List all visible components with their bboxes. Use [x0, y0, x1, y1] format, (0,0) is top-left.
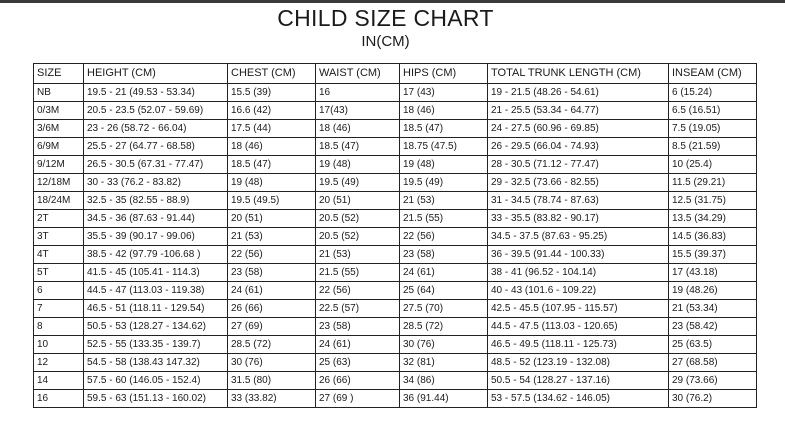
waist-cell: 19 (48)	[316, 156, 400, 174]
hips-cell: 21.5 (55)	[400, 210, 488, 228]
inseam-cell: 23 (58.42)	[669, 318, 757, 336]
chest-cell: 30 (76)	[228, 354, 316, 372]
trunk-length-cell: 50.5 - 54 (128.27 - 137.16)	[488, 372, 669, 390]
trunk-length-cell: 26 - 29.5 (66.04 - 74.93)	[488, 138, 669, 156]
table-header-row	[34, 64, 757, 84]
size-cell: 5T	[34, 264, 84, 282]
hips-cell: 27.5 (70)	[400, 300, 488, 318]
inseam-cell: 27 (68.58)	[669, 354, 757, 372]
waist-cell: 24 (61)	[316, 336, 400, 354]
hips-cell: 30 (76)	[400, 336, 488, 354]
chest-cell: 24 (61)	[228, 282, 316, 300]
inseam-cell: 19 (48.26)	[669, 282, 757, 300]
chest-cell: 18 (46)	[228, 138, 316, 156]
height-cell: 46.5 - 51 (118.11 - 129.54)	[84, 300, 228, 318]
inseam-cell: 11.5 (29.21)	[669, 174, 757, 192]
inseam-cell: 6.5 (16.51)	[669, 102, 757, 120]
table-row	[34, 120, 757, 138]
waist-cell: 26 (66)	[316, 372, 400, 390]
waist-cell: 20.5 (52)	[316, 228, 400, 246]
page-subtitle: IN(CM)	[361, 33, 410, 50]
header-hips: HIPS (CM)	[400, 64, 488, 84]
hips-cell: 21 (53)	[400, 192, 488, 210]
waist-cell: 20 (51)	[316, 192, 400, 210]
waist-cell: 25 (63)	[316, 354, 400, 372]
height-cell: 32.5 - 35 (82.55 - 88.9)	[84, 192, 228, 210]
height-cell: 20.5 - 23.5 (52.07 - 59.69)	[84, 102, 228, 120]
top-border-bar	[0, 0, 785, 3]
height-cell: 35.5 - 39 (90.17 - 99.06)	[84, 228, 228, 246]
table-row	[34, 210, 757, 228]
hips-cell: 18 (46)	[400, 102, 488, 120]
inseam-cell: 25 (63.5)	[669, 336, 757, 354]
size-cell: 4T	[34, 246, 84, 264]
height-cell: 59.5 - 63 (151.13 - 160.02)	[84, 390, 228, 408]
height-cell: 34.5 - 36 (87.63 - 91.44)	[84, 210, 228, 228]
size-cell: 9/12M	[34, 156, 84, 174]
size-cell: 3T	[34, 228, 84, 246]
table-row	[34, 138, 757, 156]
size-cell: 2T	[34, 210, 84, 228]
inseam-cell: 21 (53.34)	[669, 300, 757, 318]
height-cell: 57.5 - 60 (146.05 - 152.4)	[84, 372, 228, 390]
height-cell: 52.5 - 55 (133.35 - 139.7)	[84, 336, 228, 354]
height-cell: 38.5 - 42 (97.79 -106.68 )	[84, 246, 228, 264]
trunk-length-cell: 38 - 41 (96.52 - 104.14)	[488, 264, 669, 282]
table-row	[34, 192, 757, 210]
waist-cell: 23 (58)	[316, 318, 400, 336]
size-cell: 16	[34, 390, 84, 408]
page-title: CHILD SIZE CHART	[277, 5, 494, 31]
height-cell: 26.5 - 30.5 (67.31 - 77.47)	[84, 156, 228, 174]
hips-cell: 28.5 (72)	[400, 318, 488, 336]
height-cell: 44.5 - 47 (113.03 - 119.38)	[84, 282, 228, 300]
trunk-length-cell: 28 - 30.5 (71.12 - 77.47)	[488, 156, 669, 174]
table-row	[34, 336, 757, 354]
hips-cell: 18.75 (47.5)	[400, 138, 488, 156]
size-cell: 18/24M	[34, 192, 84, 210]
header-total-trunk-length: TOTAL TRUNK LENGTH (CM)	[488, 64, 669, 84]
trunk-length-cell: 44.5 - 47.5 (113.03 - 120.65)	[488, 318, 669, 336]
hips-cell: 17 (43)	[400, 84, 488, 102]
inseam-cell: 8.5 (21.59)	[669, 138, 757, 156]
chest-cell: 26 (66)	[228, 300, 316, 318]
height-cell: 54.5 - 58 (138.43 147.32)	[84, 354, 228, 372]
table-row	[34, 84, 757, 102]
chest-cell: 31.5 (80)	[228, 372, 316, 390]
chest-cell: 19 (48)	[228, 174, 316, 192]
waist-cell: 18.5 (47)	[316, 138, 400, 156]
size-cell: 12	[34, 354, 84, 372]
chest-cell: 27 (69)	[228, 318, 316, 336]
table-row	[34, 282, 757, 300]
size-cell: 14	[34, 372, 84, 390]
chest-cell: 20 (51)	[228, 210, 316, 228]
table-row	[34, 318, 757, 336]
inseam-cell: 17 (43.18)	[669, 264, 757, 282]
waist-cell: 21 (53)	[316, 246, 400, 264]
header-size: SIZE	[34, 64, 84, 84]
chest-cell: 21 (53)	[228, 228, 316, 246]
size-cell: 8	[34, 318, 84, 336]
size-cell: 12/18M	[34, 174, 84, 192]
waist-cell: 18 (46)	[316, 120, 400, 138]
waist-cell: 20.5 (52)	[316, 210, 400, 228]
table-row	[34, 300, 757, 318]
table-row	[34, 102, 757, 120]
header-height: HEIGHT (CM)	[84, 64, 228, 84]
height-cell: 41.5 - 45 (105.41 - 114.3)	[84, 264, 228, 282]
inseam-cell: 6 (15.24)	[669, 84, 757, 102]
hips-cell: 19.5 (49)	[400, 174, 488, 192]
trunk-length-cell: 21 - 25.5 (53.34 - 64.77)	[488, 102, 669, 120]
inseam-cell: 29 (73.66)	[669, 372, 757, 390]
size-cell: 7	[34, 300, 84, 318]
height-cell: 50.5 - 53 (128.27 - 134.62)	[84, 318, 228, 336]
trunk-length-cell: 42.5 - 45.5 (107.95 - 115.57)	[488, 300, 669, 318]
header-waist: WAIST (CM)	[316, 64, 400, 84]
hips-cell: 18.5 (47)	[400, 120, 488, 138]
table-row	[34, 372, 757, 390]
header-inseam: INSEAM (CM)	[669, 64, 757, 84]
trunk-length-cell: 46.5 - 49.5 (118.11 - 125.73)	[488, 336, 669, 354]
trunk-length-cell: 40 - 43 (101.6 - 109.22)	[488, 282, 669, 300]
trunk-length-cell: 19 - 21.5 (48.26 - 54.61)	[488, 84, 669, 102]
chest-cell: 15.5 (39)	[228, 84, 316, 102]
trunk-length-cell: 34.5 - 37.5 (87.63 - 95.25)	[488, 228, 669, 246]
hips-cell: 32 (81)	[400, 354, 488, 372]
size-cell: 6/9M	[34, 138, 84, 156]
table-row	[34, 174, 757, 192]
chest-cell: 19.5 (49.5)	[228, 192, 316, 210]
waist-cell: 22.5 (57)	[316, 300, 400, 318]
trunk-length-cell: 48.5 - 52 (123.19 - 132.08)	[488, 354, 669, 372]
trunk-length-cell: 53 - 57.5 (134.62 - 146.05)	[488, 390, 669, 408]
table-row	[34, 264, 757, 282]
trunk-length-cell: 36 - 39.5 (91.44 - 100.33)	[488, 246, 669, 264]
table-row	[34, 354, 757, 372]
table-row	[34, 156, 757, 174]
height-cell: 30 - 33 (76.2 - 83.82)	[84, 174, 228, 192]
chest-cell: 33 (33.82)	[228, 390, 316, 408]
hips-cell: 36 (91.44)	[400, 390, 488, 408]
size-cell: 10	[34, 336, 84, 354]
chest-cell: 28.5 (72)	[228, 336, 316, 354]
hips-cell: 19 (48)	[400, 156, 488, 174]
hips-cell: 25 (64)	[400, 282, 488, 300]
hips-cell: 23 (58)	[400, 246, 488, 264]
inseam-cell: 30 (76.2)	[669, 390, 757, 408]
waist-cell: 22 (56)	[316, 282, 400, 300]
inseam-cell: 13.5 (34.29)	[669, 210, 757, 228]
waist-cell: 19.5 (49)	[316, 174, 400, 192]
hips-cell: 24 (61)	[400, 264, 488, 282]
inseam-cell: 15.5 (39.37)	[669, 246, 757, 264]
inseam-cell: 12.5 (31.75)	[669, 192, 757, 210]
height-cell: 25.5 - 27 (64.77 - 68.58)	[84, 138, 228, 156]
chest-cell: 22 (56)	[228, 246, 316, 264]
size-cell: 0/3M	[34, 102, 84, 120]
trunk-length-cell: 24 - 27.5 (60.96 - 69.85)	[488, 120, 669, 138]
table-row	[34, 246, 757, 264]
hips-cell: 22 (56)	[400, 228, 488, 246]
height-cell: 23 - 26 (58.72 - 66.04)	[84, 120, 228, 138]
hips-cell: 34 (86)	[400, 372, 488, 390]
trunk-length-cell: 33 - 35.5 (83.82 - 90.17)	[488, 210, 669, 228]
size-chart-table	[33, 63, 757, 408]
table-row	[34, 390, 757, 408]
waist-cell: 17(43)	[316, 102, 400, 120]
waist-cell: 21.5 (55)	[316, 264, 400, 282]
chest-cell: 18.5 (47)	[228, 156, 316, 174]
inseam-cell: 10 (25.4)	[669, 156, 757, 174]
header-chest: CHEST (CM)	[228, 64, 316, 84]
size-cell: 3/6M	[34, 120, 84, 138]
trunk-length-cell: 31 - 34.5 (78.74 - 87.63)	[488, 192, 669, 210]
height-cell: 19.5 - 21 (49.53 - 53.34)	[84, 84, 228, 102]
trunk-length-cell: 29 - 32.5 (73.66 - 82.55)	[488, 174, 669, 192]
chest-cell: 17.5 (44)	[228, 120, 316, 138]
size-cell: NB	[34, 84, 84, 102]
chest-cell: 16.6 (42)	[228, 102, 316, 120]
inseam-cell: 7.5 (19.05)	[669, 120, 757, 138]
chest-cell: 23 (58)	[228, 264, 316, 282]
inseam-cell: 14.5 (36.83)	[669, 228, 757, 246]
waist-cell: 27 (69 )	[316, 390, 400, 408]
table-row	[34, 228, 757, 246]
waist-cell: 16	[316, 84, 400, 102]
size-cell: 6	[34, 282, 84, 300]
